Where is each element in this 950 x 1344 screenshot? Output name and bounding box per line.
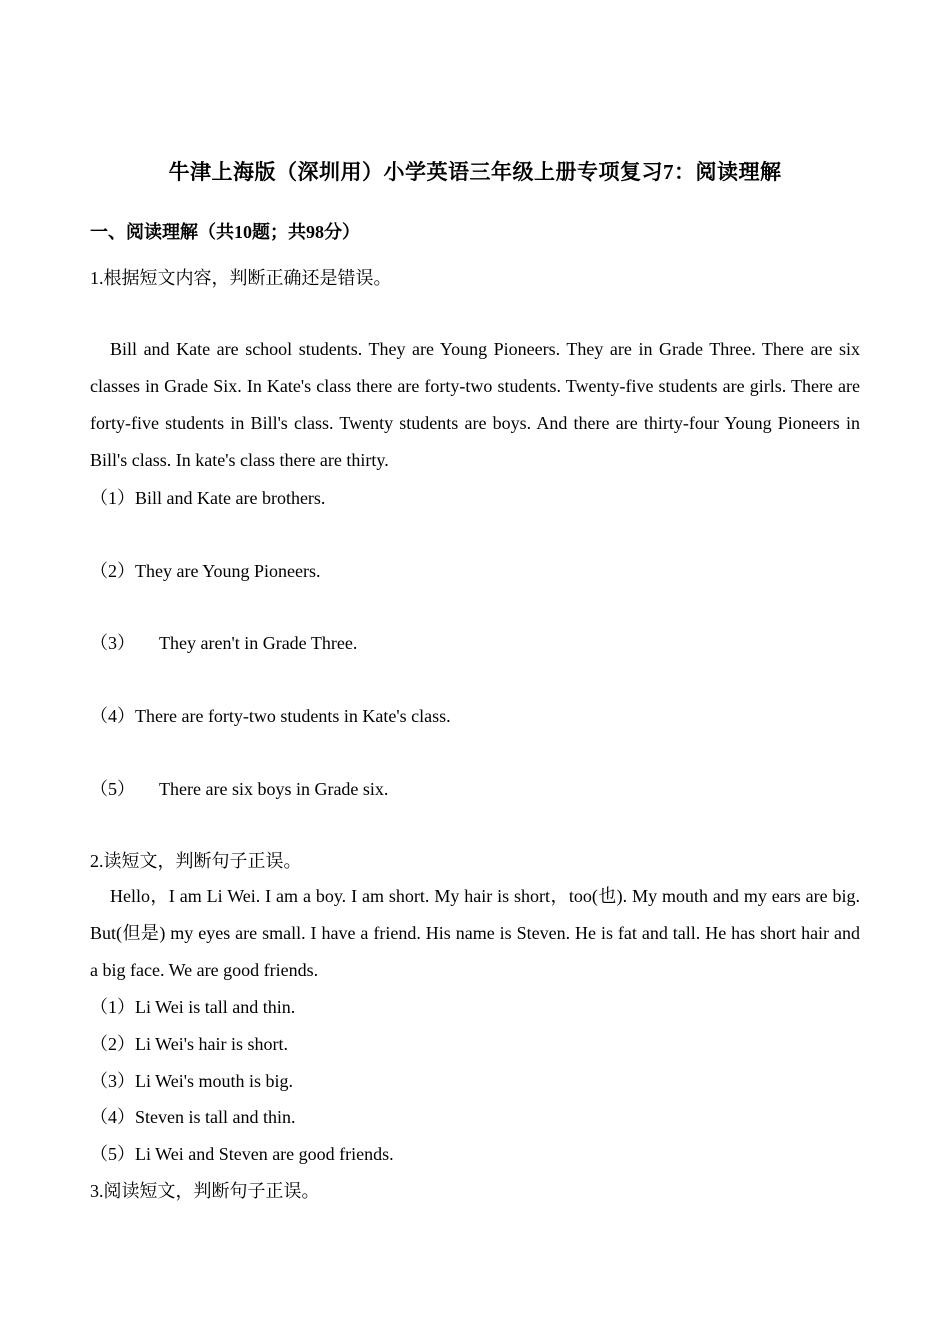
item-number: （5）	[90, 779, 135, 799]
item-text: Li Wei's hair is short.	[135, 1034, 288, 1054]
item-number: （1）	[90, 997, 135, 1017]
section-heading: 一、阅读理解（共10题；共98分）	[90, 222, 360, 242]
question-1-item-2	[90, 559, 320, 583]
item-text: They are Young Pioneers.	[135, 561, 321, 581]
item-text: Li Wei is tall and thin.	[135, 997, 296, 1017]
question-3-prompt: 3.阅读短文，判断句子正误。	[90, 1181, 320, 1201]
item-text: There are forty-two students in Kate's class.	[135, 706, 451, 726]
item-text: They aren't in Grade Three.	[159, 633, 358, 653]
question-1-item-3	[90, 631, 357, 655]
question-1-item-5	[90, 777, 388, 801]
item-number: （3）	[90, 1071, 135, 1091]
item-text: Li Wei's mouth is big.	[135, 1071, 293, 1091]
question-2-passage	[90, 878, 860, 989]
question-1-item-1	[90, 486, 325, 510]
question-1-passage	[90, 331, 860, 479]
document-title: 牛津上海版（深圳用）小学英语三年级上册专项复习7：阅读理解	[168, 160, 782, 184]
question-1-prompt: 1.根据短文内容，判断正确还是错误。	[90, 268, 392, 288]
item-number: （4）	[90, 706, 135, 726]
question-2-item-3	[90, 1069, 293, 1093]
question-2-prompt: 2.读短文，判断句子正误。	[90, 851, 302, 871]
passage-text: Hello，I am Li Wei. I am a boy. I am short. My hair is short，too(也). My mouth and my ears are big. But(但是) my eyes are small. I have a friend. His name is Steven. He is fat and tall. He has short hair and a big face. We are good friends.	[90, 886, 860, 980]
passage-text: Bill and Kate are school students. They are Young Pioneers. They are in Grade Three. There are six classes in Grade Six. In Kate's class there are forty-two students. Twenty-five students are girls. There are forty-five students in Bill's class. Twenty students are boys. And there are thirty-four Young Pioneers in Bill's class. In kate's class there are thirty.	[90, 339, 860, 470]
item-number: （4）	[90, 1107, 135, 1127]
question-2-item-4	[90, 1105, 295, 1129]
item-number: （2）	[90, 1034, 135, 1054]
item-number: （3）	[90, 633, 135, 653]
item-text: Bill and Kate are brothers.	[135, 488, 326, 508]
item-number: （2）	[90, 561, 135, 581]
item-text: Steven is tall and thin.	[135, 1107, 296, 1127]
item-text: Li Wei and Steven are good friends.	[135, 1144, 394, 1164]
question-1-item-4	[90, 704, 451, 728]
question-2-item-2	[90, 1032, 288, 1056]
question-2-item-1	[90, 995, 295, 1019]
question-2-item-5	[90, 1142, 394, 1166]
item-number: （1）	[90, 488, 135, 508]
item-number: （5）	[90, 1144, 135, 1164]
item-text: There are six boys in Grade six.	[159, 779, 389, 799]
